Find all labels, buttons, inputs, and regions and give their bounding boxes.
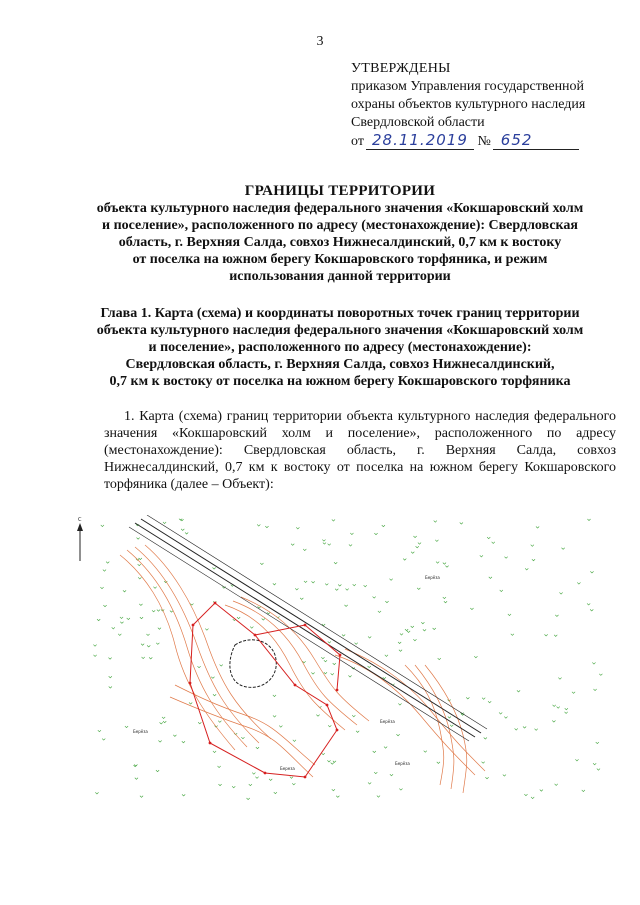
vegetation-mark <box>511 634 514 636</box>
map-label: Береза <box>280 766 295 771</box>
vegetation-mark <box>300 598 303 600</box>
map-labels <box>133 575 440 771</box>
vegetation-mark <box>482 698 485 700</box>
vegetation-symbols <box>93 519 602 800</box>
vegetation-mark <box>93 645 96 647</box>
vegetation-mark <box>553 705 556 707</box>
vegetation-mark <box>279 726 282 728</box>
vegetation-mark <box>156 770 159 772</box>
vegetation-mark <box>572 692 575 694</box>
vegetation-mark <box>265 526 268 528</box>
vegetation-mark <box>323 543 326 545</box>
vegetation-mark <box>273 583 276 585</box>
vegetation-mark <box>356 731 359 733</box>
date-prefix: от <box>351 134 364 149</box>
vegetation-mark <box>348 675 351 677</box>
vegetation-mark <box>557 707 560 709</box>
vegetation-mark <box>592 662 595 664</box>
vegetation-mark <box>112 627 115 629</box>
vegetation-mark <box>373 751 376 753</box>
vegetation-mark <box>480 555 483 557</box>
title-line: от поселка на южном берегу Кокшаровского торфяника, и режим <box>132 252 548 267</box>
map-label: Берёза <box>395 761 410 766</box>
vegetation-mark <box>374 533 377 535</box>
vegetation-mark <box>531 797 534 799</box>
chapter-line: 0,7 км к востоку от поселка на южном берегу Кокшаровского торфяника <box>109 374 571 389</box>
vegetation-mark <box>443 597 446 599</box>
vegetation-mark <box>444 601 447 603</box>
vegetation-mark <box>565 712 568 714</box>
vegetation-mark <box>345 589 348 591</box>
vegetation-mark <box>249 784 252 786</box>
vegetation-mark <box>390 774 393 776</box>
vegetation-mark <box>328 544 331 546</box>
vegetation-mark <box>102 739 105 741</box>
contour-lines <box>120 545 485 793</box>
vegetation-mark <box>352 715 355 717</box>
vegetation-mark <box>338 584 341 586</box>
boundary-point <box>294 684 297 687</box>
handwritten-number: 652 <box>493 132 579 150</box>
chapter-line: объекта культурного наследия федерального значения «Кокшаровский холм <box>96 323 584 338</box>
vegetation-mark <box>257 524 260 526</box>
vegetation-mark <box>503 775 506 777</box>
vegetation-mark <box>273 715 276 717</box>
vegetation-mark <box>593 763 596 765</box>
vegetation-mark <box>158 741 161 743</box>
title-line: и поселение», расположенного по адресу (местонахождение): Свердловская <box>102 218 578 233</box>
vegetation-mark <box>559 592 562 594</box>
vegetation-mark <box>237 617 240 619</box>
vegetation-mark <box>333 761 336 763</box>
vegetation-mark <box>489 577 492 579</box>
vegetation-mark <box>109 676 112 678</box>
vegetation-mark <box>256 747 259 749</box>
vegetation-mark <box>525 568 528 570</box>
vegetation-mark <box>384 747 387 749</box>
vegetation-mark <box>205 629 208 631</box>
vegetation-mark <box>158 628 161 630</box>
vegetation-mark <box>218 721 221 723</box>
vegetation-mark <box>146 634 149 636</box>
vegetation-mark <box>180 519 183 521</box>
number-prefix: № <box>477 134 491 149</box>
vegetation-mark <box>590 571 593 573</box>
vegetation-mark <box>445 566 448 568</box>
chapter-heading <box>70 305 610 390</box>
vegetation-mark <box>562 548 565 550</box>
vegetation-mark <box>383 677 386 679</box>
vegetation-mark <box>535 729 538 731</box>
vegetation-mark <box>181 529 184 531</box>
boundary-point <box>209 742 212 745</box>
north-letter: С <box>78 517 82 523</box>
approval-heading: УТВЕРЖДЕНЫ <box>351 61 451 76</box>
vegetation-mark <box>349 544 352 546</box>
vegetation-mark <box>170 611 173 613</box>
vegetation-mark <box>118 634 121 636</box>
vegetation-mark <box>435 540 438 542</box>
vegetation-mark <box>182 741 185 743</box>
title-main: ГРАНИЦЫ ТЕРРИТОРИИ <box>244 183 436 199</box>
hill-outline <box>230 640 276 688</box>
vegetation-mark <box>136 538 139 540</box>
vegetation-mark <box>198 722 201 724</box>
vegetation-mark <box>336 796 339 798</box>
vegetation-mark <box>587 603 590 605</box>
vegetation-mark <box>424 751 427 753</box>
vegetation-mark <box>213 751 216 753</box>
title-line: объекта культурного наследия федерального значения «Кокшаровский холм <box>96 201 584 216</box>
handwritten-date: 28.11.2019 <box>366 132 474 150</box>
vegetation-mark <box>212 568 215 570</box>
vegetation-mark <box>399 650 402 652</box>
vegetation-mark <box>327 760 330 762</box>
vegetation-mark <box>517 690 520 692</box>
vegetation-mark <box>138 577 141 579</box>
site-map-svg <box>75 515 620 805</box>
vegetation-mark <box>484 737 487 739</box>
vegetation-mark <box>322 753 325 755</box>
vegetation-mark <box>140 617 143 619</box>
vegetation-mark <box>400 633 403 635</box>
vegetation-mark <box>291 544 294 546</box>
vegetation-mark <box>95 792 98 794</box>
vegetation-mark <box>596 742 599 744</box>
vegetation-mark <box>332 789 335 791</box>
vegetation-mark <box>590 609 593 611</box>
vegetation-mark <box>474 656 477 658</box>
vegetation-mark <box>508 614 511 616</box>
vegetation-mark <box>434 521 437 523</box>
vegetation-mark <box>252 773 255 775</box>
vegetation-mark <box>93 655 96 657</box>
vegetation-mark <box>120 622 123 624</box>
vegetation-mark <box>331 763 334 765</box>
vegetation-mark <box>217 766 220 768</box>
vegetation-mark <box>552 721 555 723</box>
vegetation-mark <box>554 635 557 637</box>
vegetation-mark <box>524 794 527 796</box>
vegetation-mark <box>413 639 416 641</box>
vegetation-mark <box>139 604 142 606</box>
boundary-point <box>326 704 329 707</box>
vegetation-mark <box>470 608 473 610</box>
vegetation-mark <box>378 611 381 613</box>
vegetation-mark <box>189 703 192 705</box>
vegetation-mark <box>540 790 543 792</box>
vegetation-mark <box>232 786 235 788</box>
vegetation-mark <box>140 796 143 798</box>
chapter-line: и поселение», расположенного по адресу (местонахождение): <box>148 340 532 355</box>
document-title <box>70 183 610 285</box>
vegetation-mark <box>531 545 534 547</box>
vegetation-mark <box>220 665 223 667</box>
vegetation-mark <box>523 726 526 728</box>
vegetation-mark <box>100 587 103 589</box>
vegetation-mark <box>504 557 507 559</box>
vegetation-mark <box>123 590 126 592</box>
vegetation-mark <box>575 759 578 761</box>
map-label: Берёза <box>133 729 148 734</box>
vegetation-mark <box>396 734 399 736</box>
vegetation-mark <box>382 525 385 527</box>
vegetation-mark <box>411 552 414 554</box>
vegetation-mark <box>211 677 214 679</box>
vegetation-mark <box>385 601 388 603</box>
boundary-point <box>304 624 307 627</box>
vegetation-mark <box>296 527 299 529</box>
vegetation-mark <box>398 703 401 705</box>
vegetation-mark <box>197 666 200 668</box>
vegetation-mark <box>185 532 188 534</box>
vegetation-mark <box>156 643 159 645</box>
vegetation-mark <box>373 597 376 599</box>
boundary-point <box>189 682 192 685</box>
vegetation-mark <box>487 537 490 539</box>
vegetation-mark <box>135 778 138 780</box>
vegetation-mark <box>273 695 276 697</box>
site-map <box>75 515 620 805</box>
boundary-point <box>214 602 217 605</box>
vegetation-mark <box>344 605 347 607</box>
vegetation-mark <box>536 527 539 529</box>
vegetation-mark <box>258 607 261 609</box>
vegetation-mark <box>460 522 463 524</box>
approval-line: охраны объектов культурного наследия <box>351 97 586 112</box>
vegetation-mark <box>555 784 558 786</box>
vegetation-mark <box>411 626 414 628</box>
vegetation-mark <box>120 617 123 619</box>
vegetation-mark <box>311 581 314 583</box>
vegetation-mark <box>325 584 328 586</box>
vegetation-mark <box>368 666 371 668</box>
vegetation-mark <box>108 658 111 660</box>
vegetation-mark <box>418 543 421 545</box>
approval-date-number-row <box>351 132 631 152</box>
vegetation-mark <box>292 783 295 785</box>
vegetation-mark <box>138 564 141 566</box>
vegetation-mark <box>593 689 596 691</box>
title-line: область, г. Верхняя Салда, совхоз Нижнесалдинский, 0,7 км к востоку <box>118 235 562 250</box>
vegetation-mark <box>482 762 485 764</box>
vegetation-mark <box>109 687 112 689</box>
vegetation-mark <box>368 782 371 784</box>
vegetation-mark <box>103 570 106 572</box>
vegetation-mark <box>582 790 585 792</box>
vegetation-mark <box>316 715 319 717</box>
vegetation-mark <box>267 612 270 614</box>
vegetation-mark <box>350 533 353 535</box>
vegetation-mark <box>544 634 547 636</box>
vegetation-mark <box>182 794 185 796</box>
vegetation-mark <box>335 589 338 591</box>
boundary-point <box>264 772 267 775</box>
boundary-point <box>192 624 195 627</box>
vegetation-mark <box>368 636 371 638</box>
vegetation-mark <box>173 735 176 737</box>
vegetation-mark <box>500 590 503 592</box>
vegetation-mark <box>295 588 298 590</box>
boundary-point <box>336 689 339 692</box>
vegetation-mark <box>331 673 334 675</box>
vegetation-mark <box>577 582 580 584</box>
vegetation-mark <box>403 559 406 561</box>
vegetation-mark <box>241 737 244 739</box>
vegetation-mark <box>163 522 166 524</box>
vegetation-mark <box>448 716 451 718</box>
vegetation-mark <box>303 549 306 551</box>
vegetation-mark <box>587 519 590 521</box>
vegetation-mark <box>416 546 419 548</box>
chapter-line: Глава 1. Карта (схема) и координаты поворотных точек границ территории <box>100 306 580 321</box>
vegetation-mark <box>334 562 337 564</box>
chapter-line: Свердловская область, г. Верхняя Салда, совхоз Нижнесалдинский, <box>125 357 555 372</box>
vegetation-mark <box>599 674 602 676</box>
vegetation-mark <box>153 587 156 589</box>
vegetation-mark <box>504 717 507 719</box>
approval-line: Свердловской области <box>351 115 485 130</box>
vegetation-mark <box>417 588 420 590</box>
vegetation-mark <box>324 660 327 662</box>
vegetation-mark <box>433 628 436 630</box>
vegetation-mark <box>565 708 568 710</box>
vegetation-mark <box>555 615 558 617</box>
vegetation-mark <box>142 657 145 659</box>
vegetation-mark <box>492 542 495 544</box>
vegetation-mark <box>162 717 165 719</box>
vegetation-mark <box>515 728 518 730</box>
vegetation-mark <box>385 655 388 657</box>
vegetation-mark <box>311 672 314 674</box>
vegetation-mark <box>399 789 402 791</box>
vegetation-mark <box>324 672 327 674</box>
vegetation-mark <box>413 536 416 538</box>
vegetation-mark <box>262 618 265 620</box>
vegetation-mark <box>101 525 104 527</box>
vegetation-mark <box>97 619 100 621</box>
vegetation-mark <box>389 579 392 581</box>
paragraph-1: 1. Карта (схема) границ территории объекта культурного наследия федерального значения «Кокшаровский холм и поселение», расположенного по адресу (местонахождение): Свердловская область, г. Верхняя Салда, совхоз Нижнесалдинский, 0,7 км к востоку от поселка на южном берегу Кокшаровского торфяника (далее – Объект): <box>104 409 616 492</box>
vegetation-mark <box>438 658 441 660</box>
vegetation-mark <box>374 772 377 774</box>
vegetation-mark <box>141 644 144 646</box>
vegetation-mark <box>260 563 263 565</box>
vegetation-mark <box>125 726 128 728</box>
approval-block <box>351 60 631 152</box>
vegetation-mark <box>407 631 410 633</box>
vegetation-mark <box>405 629 408 631</box>
vegetation-mark <box>443 563 446 565</box>
title-line: использования данной территории <box>229 269 451 284</box>
vegetation-mark <box>321 657 324 659</box>
vegetation-mark <box>377 796 380 798</box>
north-arrow-icon <box>77 517 83 561</box>
vegetation-mark <box>152 610 155 612</box>
boundary-point <box>254 634 257 637</box>
vegetation-mark <box>274 792 277 794</box>
territory-boundary <box>190 603 340 777</box>
vegetation-mark <box>485 777 488 779</box>
page-number: 3 <box>316 34 324 49</box>
vegetation-mark <box>157 610 160 612</box>
vegetation-mark <box>328 641 331 643</box>
vegetation-mark <box>466 697 469 699</box>
vegetation-mark <box>322 540 325 542</box>
vegetation-mark <box>421 622 424 624</box>
vegetation-mark <box>149 657 152 659</box>
vegetation-mark <box>488 701 491 703</box>
vegetation-mark <box>437 762 440 764</box>
boundary-point <box>304 776 307 779</box>
vegetation-mark <box>558 678 561 680</box>
vegetation-mark <box>398 642 401 644</box>
vegetation-mark <box>304 581 307 583</box>
vegetation-mark <box>355 643 358 645</box>
vegetation-mark <box>160 722 163 724</box>
vegetation-mark <box>255 777 258 779</box>
vegetation-mark <box>364 585 367 587</box>
vegetation-mark <box>269 779 272 781</box>
vegetation-mark <box>293 740 296 742</box>
vegetation-mark <box>98 730 101 732</box>
vegetation-mark <box>247 798 250 800</box>
vegetation-mark <box>290 777 293 779</box>
vegetation-mark <box>532 559 535 561</box>
vegetation-mark <box>250 627 253 629</box>
vegetation-mark <box>218 784 221 786</box>
vegetation-mark <box>597 769 600 771</box>
vegetation-mark <box>333 663 336 665</box>
map-label: Берёза <box>425 575 440 580</box>
vegetation-mark <box>163 721 166 723</box>
vegetation-mark <box>213 694 216 696</box>
vegetation-mark <box>106 562 109 564</box>
vegetation-mark <box>127 618 130 620</box>
vegetation-mark <box>450 725 453 727</box>
boundary-point <box>336 729 339 732</box>
vegetation-mark <box>328 725 331 727</box>
vegetation-mark <box>342 635 345 637</box>
vegetation-mark <box>147 645 150 647</box>
map-label: Берёза <box>380 719 395 724</box>
boundary-points <box>189 602 342 779</box>
boundary-point <box>339 654 342 657</box>
vegetation-mark <box>436 562 439 564</box>
approval-line: приказом Управления государственной <box>351 79 585 94</box>
vegetation-mark <box>353 584 356 586</box>
vegetation-mark <box>332 519 335 521</box>
vegetation-mark <box>499 712 502 714</box>
vegetation-mark <box>423 629 426 631</box>
vegetation-mark <box>103 605 106 607</box>
